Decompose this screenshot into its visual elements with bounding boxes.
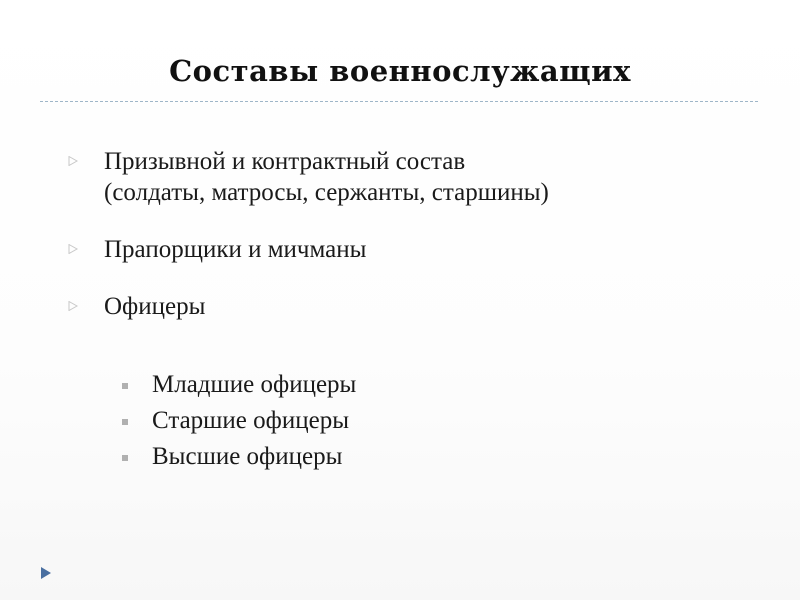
list-item-conscript [68, 146, 768, 208]
list-item-text: Прапорщики и мичманы [104, 236, 367, 263]
list-item-officers [68, 291, 768, 322]
list-item-warrant-officers [68, 234, 768, 265]
sublist-item-text: Младшие офицеры [152, 371, 357, 398]
list-item-text: Призывной и контрактный состав [104, 148, 466, 175]
square-bullet-icon [122, 419, 128, 425]
sublist-item-text: Высшие офицеры [152, 443, 343, 470]
square-bullet-icon [122, 383, 128, 389]
outline-triangle-bullet-icon [68, 156, 78, 166]
play-arrow-icon[interactable] [40, 566, 52, 580]
outline-triangle-bullet-icon [68, 301, 78, 311]
outline-triangle-bullet-icon [68, 244, 78, 254]
title-divider [40, 101, 758, 102]
sublist-item-junior-officers [104, 367, 704, 403]
list-item-text-continued: (солдаты, матросы, сержанты, старшины) [104, 179, 549, 206]
square-bullet-icon [122, 455, 128, 461]
sublist-item-high-officers [104, 439, 704, 475]
slide-content [68, 146, 768, 348]
sublist-item-senior-officers [104, 403, 704, 439]
sublist-item-text: Старшие офицеры [152, 407, 349, 434]
list-item-text: Офицеры [104, 293, 206, 320]
slide-title: Составы военнослужащих [169, 54, 631, 88]
officer-subitems [104, 367, 704, 475]
